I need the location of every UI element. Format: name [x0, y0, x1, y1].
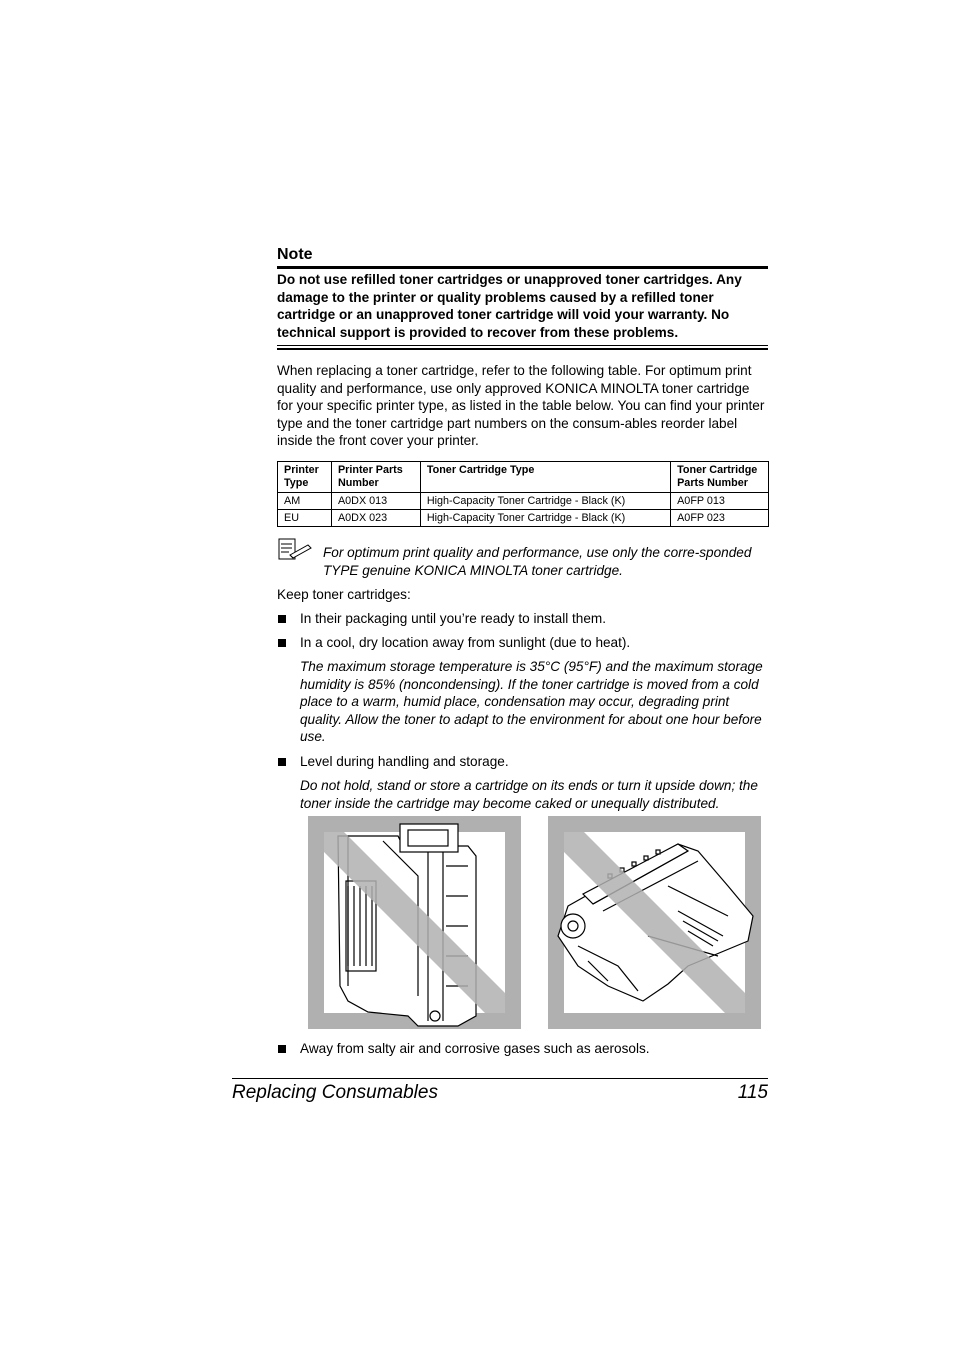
note-pencil-icon — [278, 538, 312, 560]
intro-paragraph: When replacing a toner cartridge, refer to the following table. For optimum print quality and performance, use only approved KONICA MINOLTA toner cartridge for your specific printer type, as listed in the table below. You can find your printer type and the toner cartridge part numbers on the consum-ables reorder label inside the front cover your printer. — [277, 363, 765, 449]
header-printer-parts-number: Printer Parts Number — [331, 462, 420, 493]
header-printer-type: Printer Type — [278, 462, 332, 493]
footer-rule — [232, 1078, 768, 1079]
table-cell: High-Capacity Toner Cartridge - Black (K) — [420, 510, 670, 527]
note-text: Do not use refilled toner cartridges or unapproved toner cartridges. Any damage to the printer or quality problems caused by a refilled toner cartridge or an unapproved toner cartridge will void your warranty. No technical support is provided to recover from these problems. — [277, 272, 742, 340]
table-cell: EU — [278, 510, 332, 527]
list-item-detail: The maximum storage temperature is 35°C (95°F) and the maximum storage humidity is 85% (noncondensing). If the toner cartridge is moved from a cold place to a warm, humid place, condensation may occur, degrading print quality. Allow the toner to adapt to the environment for about one hour before use. — [300, 659, 763, 745]
header-toner-cartridge-parts-number: Toner Cartridge Parts Number — [671, 462, 769, 493]
bullet-square-icon — [278, 639, 286, 647]
list-item-detail: Do not hold, stand or store a cartridge on its ends or turn it upside down; the toner inside the cartridge may become caked or unequally distributed. — [300, 778, 758, 811]
note-header — [277, 245, 768, 269]
table-cell: A0DX 023 — [331, 510, 420, 527]
keep-intro: Keep toner cartridges: — [277, 587, 411, 602]
table-row — [278, 510, 769, 527]
table-header-row — [278, 462, 769, 493]
list-item-text: Level during handling and storage. — [300, 754, 509, 769]
table-cell: A0FP 013 — [671, 493, 769, 510]
tip-text: For optimum print quality and performance, use only the corre-sponded TYPE genuine KONICA MINOLTA toner cartridge. — [323, 545, 752, 578]
table-row — [278, 493, 769, 510]
bullet-square-icon — [278, 758, 286, 766]
table-cell: A0FP 023 — [671, 510, 769, 527]
cartridge-upside-down-prohibited-illustration — [548, 816, 761, 1029]
table-cell: High-Capacity Toner Cartridge - Black (K) — [420, 493, 670, 510]
footer-page-number: 115 — [737, 1082, 768, 1103]
list-item-text: In their packaging until you’re ready to install them. — [300, 611, 607, 626]
list-item-text: Away from salty air and corrosive gases such as aerosols. — [300, 1041, 650, 1056]
note-title: Note — [277, 246, 313, 263]
bullet-square-icon — [278, 615, 286, 623]
bullet-square-icon — [278, 1045, 286, 1053]
table-cell: AM — [278, 493, 332, 510]
cartridge-on-end-prohibited-illustration — [308, 816, 521, 1029]
note-top-rule — [277, 266, 768, 269]
toner-parts-table — [277, 461, 769, 527]
list-item-text: In a cool, dry location away from sunlight (due to heat). — [300, 635, 631, 650]
table-cell: A0DX 013 — [331, 493, 420, 510]
note-bottom-rule — [277, 345, 768, 350]
header-toner-cartridge-type: Toner Cartridge Type — [420, 462, 670, 493]
footer-section-title: Replacing Consumables — [232, 1082, 438, 1103]
